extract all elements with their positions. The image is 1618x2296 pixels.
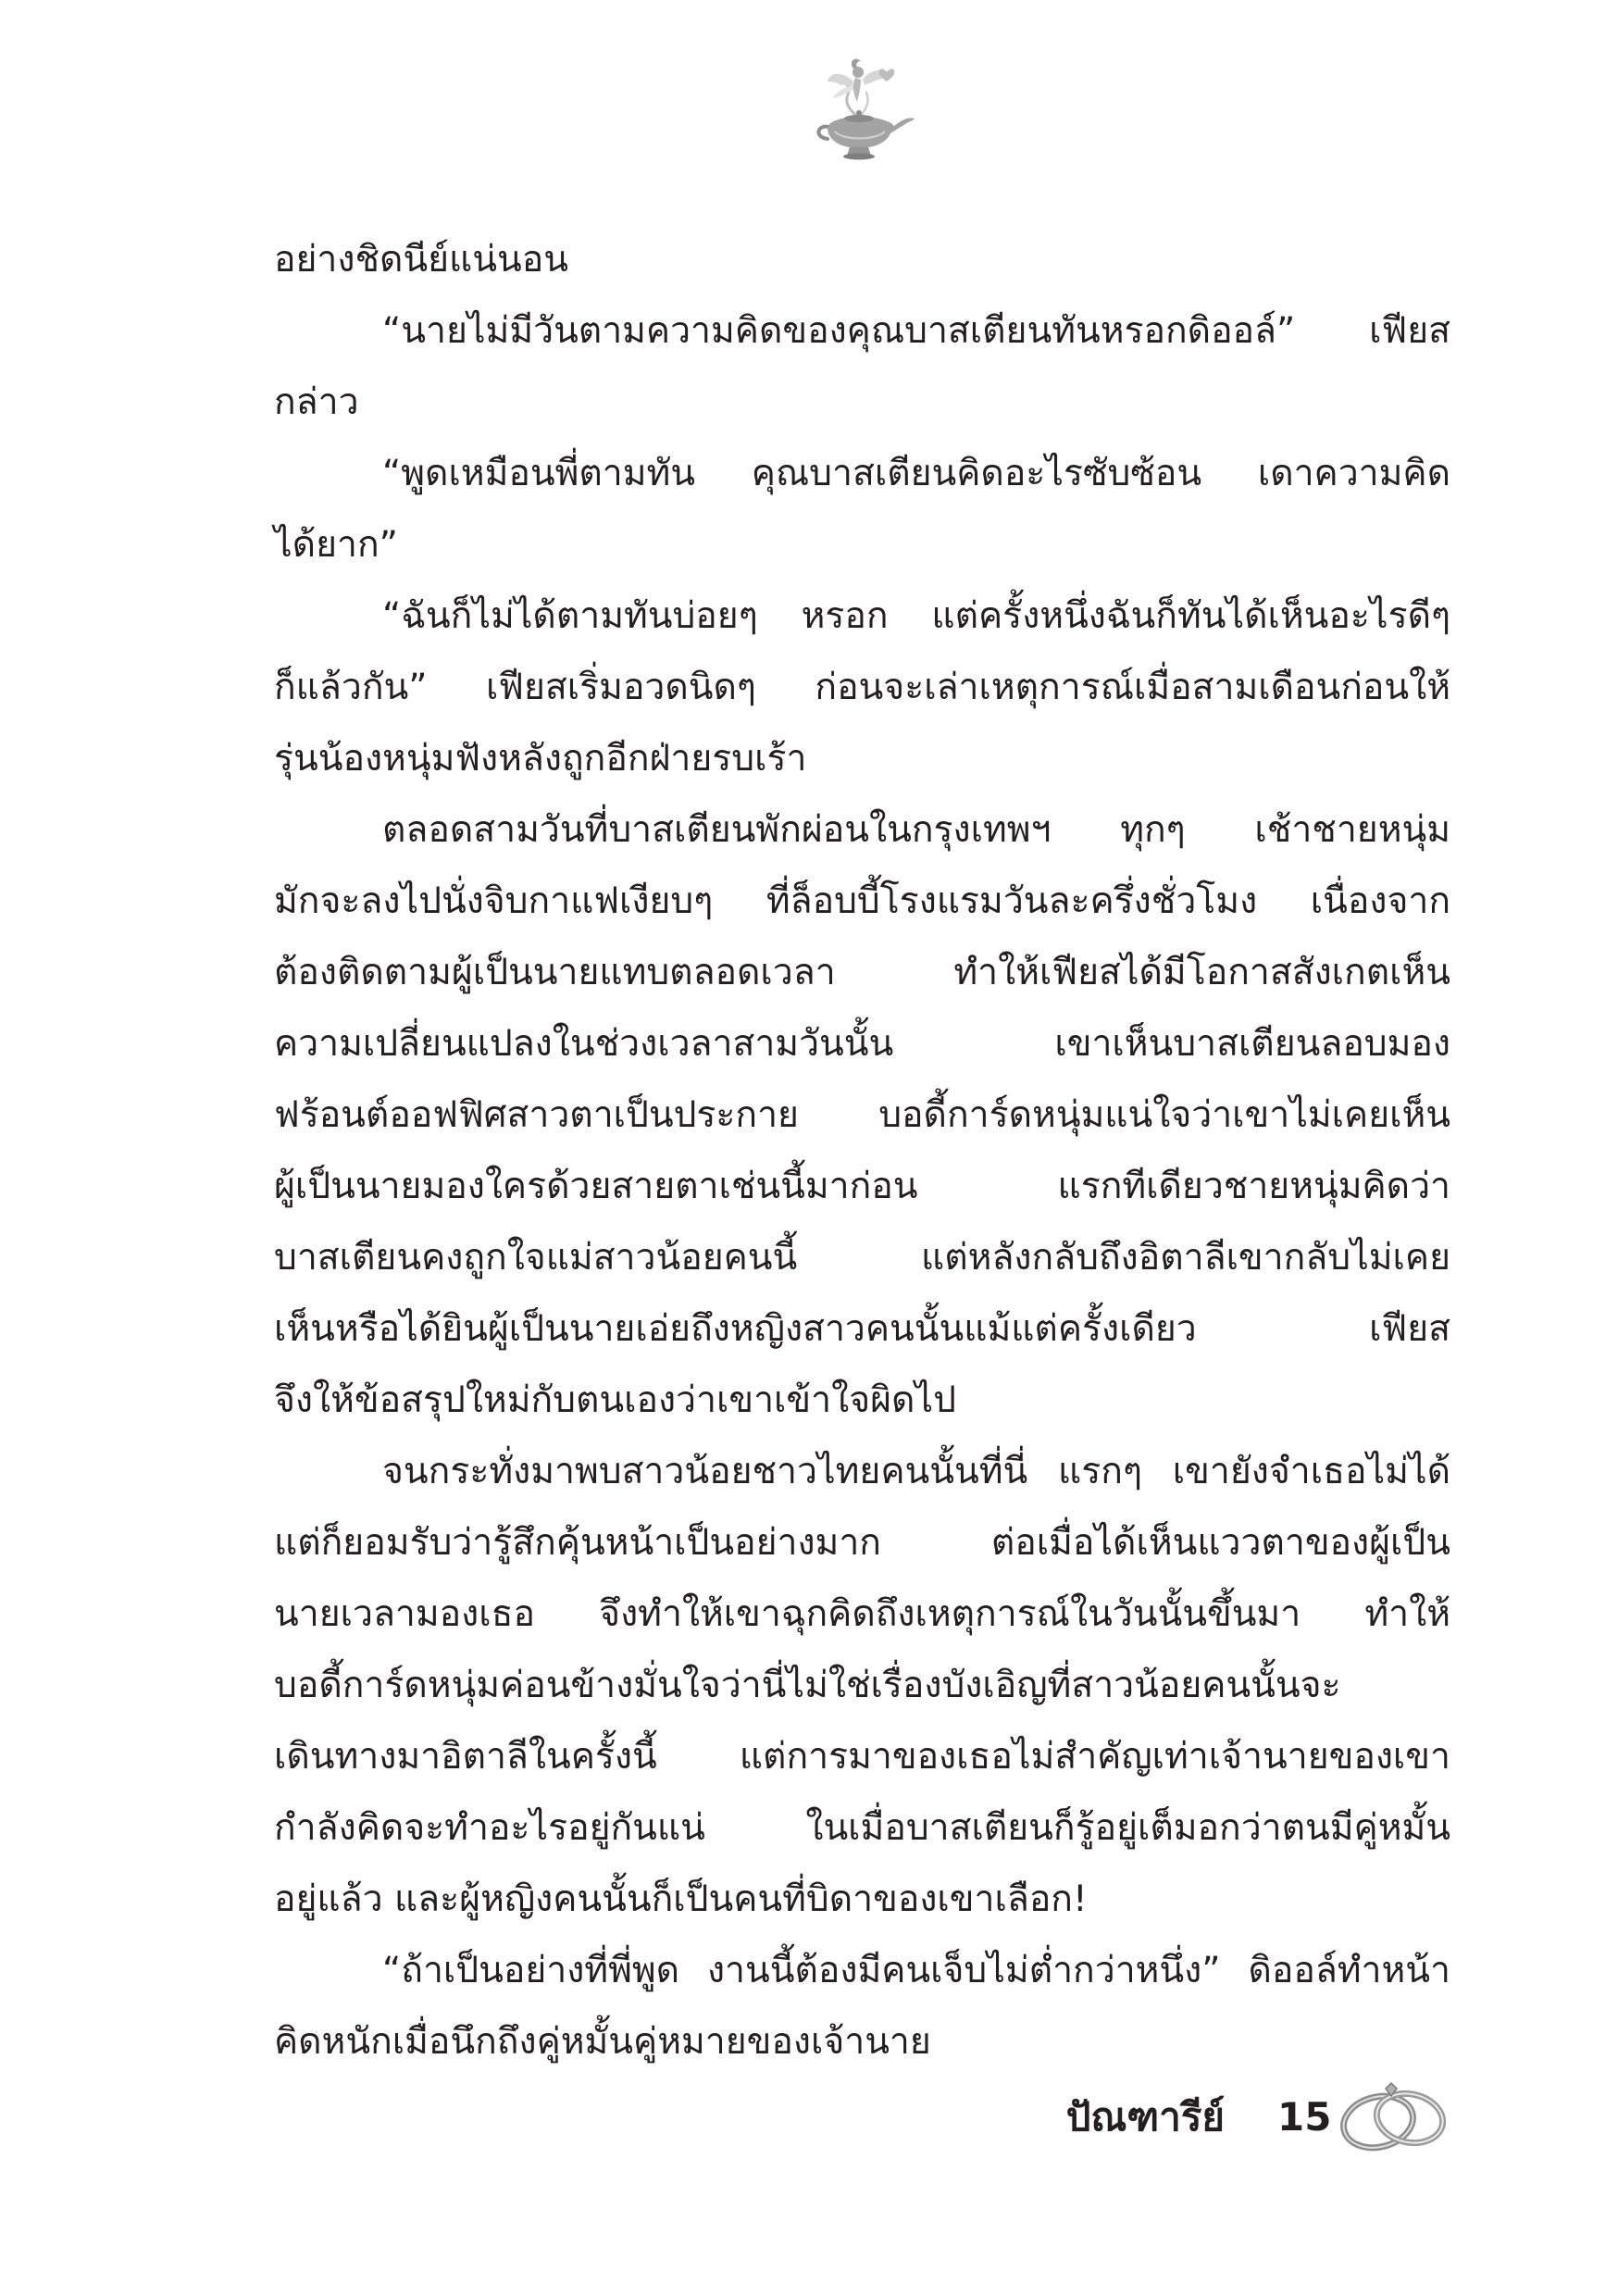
text-line: ความเปลี่ยนแปลงในช่วงเวลาสามวันนั้น เขาเห็นบาสเตียนลอบมอง (274, 1023, 1450, 1065)
text-line: “ฉันก็ไม่ได้ตามทันบ่อยๆ หรอก แต่ครั้งหนึ่งฉันก็ทันได้เห็นอะไรดีๆ (382, 595, 1450, 637)
paragraph (274, 1436, 1450, 1935)
text-line: นายเวลามองเธอ จึงทำให้เขาฉุกคิดถึงเหตุการณ์ในวันนั้นขึ้นมา ทำให้ (274, 1593, 1450, 1635)
genie-lamp-fairy-icon (802, 54, 916, 165)
text-line: อย่างชิดนีย์แน่นอน (274, 239, 568, 281)
paragraph (274, 295, 1450, 438)
genie-lamp-svg (802, 54, 916, 165)
text-line: ผู้เป็นนายมองใครด้วยสายตาเช่นนี้มาก่อน แรกทีเดียวชายหนุ่มคิดว่า (274, 1166, 1450, 1207)
text-line: รุ่นน้องหนุ่มฟังหลังถูกอีกฝ่ายรบเร้า (274, 738, 807, 780)
text-line: ได้ยาก” (274, 524, 398, 566)
page-number: 15 (1277, 2094, 1332, 2140)
text-line: ต้องติดตามผู้เป็นนายแทบตลอดเวลา ทำให้เฟียสได้มีโอกาสสังเกตเห็น (274, 952, 1450, 993)
text-line: ตลอดสามวันที่บาสเตียนพักผ่อนในกรุงเทพฯ ทุกๆ เช้าชายหนุ่ม (382, 809, 1450, 851)
text-line: บอดี้การ์ดหนุ่มค่อนข้างมั่นใจว่านี่ไม่ใช่เรื่องบังเอิญที่สาวน้อยคนนั้นจะ (274, 1665, 1341, 1706)
text-line: “นายไม่มีวันตามความคิดของคุณบาสเตียนทันหรอกดิออล์” เฟียส (382, 310, 1450, 352)
text-line: คิดหนักเมื่อนึกถึงคู่หมั้นคู่หมายของเจ้านาย (274, 2021, 931, 2063)
wedding-rings-icon (1334, 2074, 1450, 2155)
text-line: เห็นหรือได้ยินผู้เป็นนายเอ่ยถึงหญิงสาวคนนั้นแม้แต่ครั้งเดียว เฟียส (274, 1308, 1450, 1350)
text-line: แต่ก็ยอมรับว่ารู้สึกคุ้นหน้าเป็นอย่างมาก ต่อเมื่อได้เห็นแววตาของผู้เป็น (274, 1522, 1450, 1564)
paragraph (274, 438, 1450, 580)
text-line: จึงให้ข้อสรุปใหม่กับตนเองว่าเขาเข้าใจผิดไป (274, 1379, 956, 1421)
text-line: อยู่แล้ว และผู้หญิงคนนั้นก็เป็นคนที่บิดาของเขาเลือก! (274, 1878, 1088, 1920)
text-line: กำลังคิดจะทำอะไรอยู่กันแน่ ในเมื่อบาสเตียนก็รู้อยู่เต็มอกว่าตนมีคู่หมั้น (274, 1807, 1450, 1849)
text-line: เดินทางมาอิตาลีในครั้งนี้ แต่การมาของเธอไม่สำคัญเท่าเจ้านายของเขา (274, 1736, 1450, 1778)
body-text (274, 224, 1450, 2078)
text-line: “พูดเหมือนพี่ตามทัน คุณบาสเตียนคิดอะไรซับซ้อน เดาความคิด (382, 453, 1450, 494)
text-line: กล่าว (274, 381, 359, 423)
footer-author: ปัณฑารีย์ (1065, 2094, 1225, 2140)
text-line: จนกระทั่งมาพบสาวน้อยชาวไทยคนนั้นที่นี่ แรกๆ เขายังจำเธอไม่ได้ (382, 1451, 1450, 1492)
text-line: “ถ้าเป็นอย่างที่พี่พูด งานนี้ต้องมีคนเจ็บไม่ต่ำกว่าหนึ่ง” ดิออล์ทำหน้า (382, 1950, 1450, 1991)
wedding-rings-svg (1334, 2074, 1450, 2155)
paragraph (274, 1935, 1450, 2078)
paragraph (274, 794, 1450, 1436)
text-line: ก็แล้วกัน” เฟียสเริ่มอวดนิดๆ ก่อนจะเล่าเหตุการณ์เมื่อสามเดือนก่อนให้ (274, 667, 1450, 708)
paragraph (274, 224, 1450, 295)
text-line: ฟร้อนต์ออฟฟิศสาวตาเป็นประกาย บอดี้การ์ดหนุ่มแน่ใจว่าเขาไม่เคยเห็น (274, 1094, 1450, 1136)
text-line: มักจะลงไปนั่งจิบกาแฟเงียบๆ ที่ล็อบบี้โรงแรมวันละครึ่งชั่วโมง เนื่องจาก (274, 880, 1450, 922)
paragraph (274, 580, 1450, 794)
text-line: บาสเตียนคงถูกใจแม่สาวน้อยคนนี้ แต่หลังกลับถึงอิตาลีเขากลับไม่เคย (274, 1237, 1450, 1279)
